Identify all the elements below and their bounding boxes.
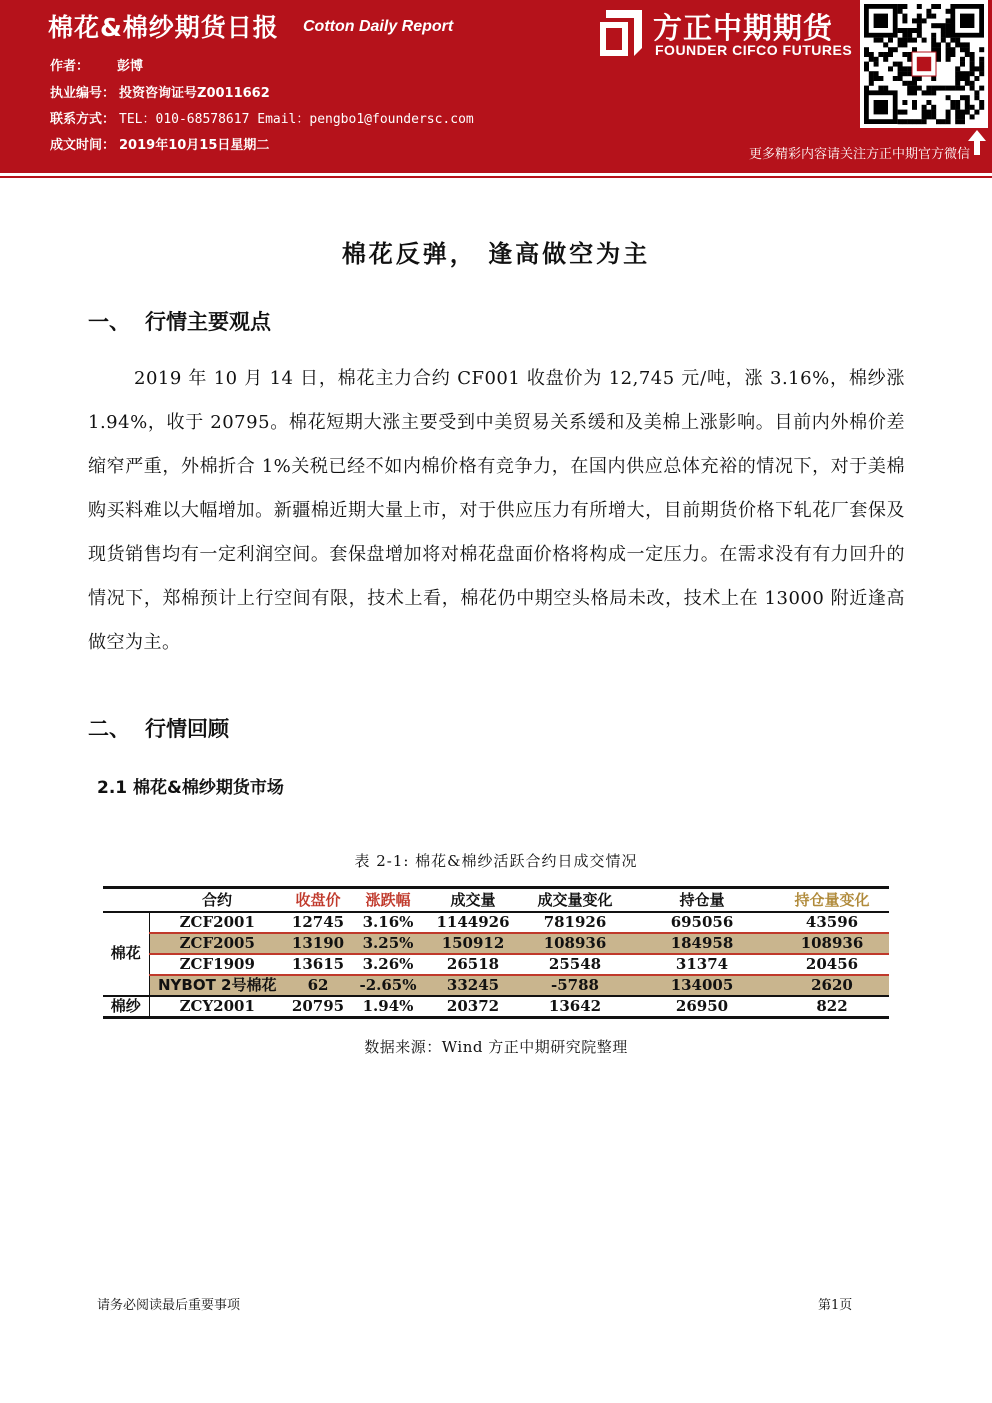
cell-volume: 20372 (425, 996, 521, 1018)
cell-volume-change: 25548 (521, 954, 629, 975)
section-title: 行情回顾 (145, 717, 229, 741)
cell-volume-change: -5788 (521, 975, 629, 996)
date-label: 成文时间： (50, 138, 116, 153)
cell-change-pct: 3.16% (362, 912, 414, 931)
logo-text-cn: 方正中期期货 (653, 11, 834, 45)
group-label-yarn: 棉纱 (103, 996, 149, 1018)
date-line (50, 134, 269, 153)
author-line (50, 55, 143, 74)
cell-close: 13190 (285, 933, 351, 954)
table-row (103, 996, 889, 1018)
qr-code-icon (860, 0, 988, 128)
cell-change-pct: 3.26% (351, 954, 425, 975)
author-label: 作者： (50, 59, 90, 74)
cell-change-pct: 1.94% (351, 996, 425, 1018)
table-header-row (103, 888, 889, 912)
follow-wechat-text: 更多精彩内容请关注方正中期官方微信 (748, 147, 970, 162)
cell-open-interest: 134005 (629, 975, 775, 996)
footer-disclaimer-link[interactable]: 请务必阅读最后重要事项 (97, 1298, 241, 1313)
cell-oi-change: 43596 (805, 912, 859, 931)
header-close: 收盘价 (285, 888, 351, 912)
cell-contract: ZCF1909 (149, 954, 285, 975)
section-heading-1 (88, 306, 271, 336)
header-oi-change: 持仓量变化 (775, 888, 889, 912)
cell-open-interest: 695056 (670, 912, 734, 931)
article-title: 棉花反弹， 逢高做空为主 (341, 240, 651, 268)
header-open-interest: 持仓量 (629, 888, 775, 912)
cell-volume-change: 781926 (543, 912, 607, 931)
cell-volume-change: 13642 (521, 996, 629, 1018)
table-row (103, 975, 889, 996)
cell-contract: NYBOT 2号棉花 (149, 975, 285, 996)
cell-oi-change: 822 (775, 996, 889, 1018)
arrow-up-icon (967, 128, 987, 156)
futures-trading-table (103, 886, 889, 1019)
header-blank (103, 888, 149, 912)
cell-open-interest: 184958 (629, 933, 775, 954)
header-rule (0, 170, 992, 173)
cell-volume: 33245 (425, 975, 521, 996)
report-header (0, 0, 992, 170)
license-number: 投资咨询证号Z0011662 (119, 86, 270, 101)
author-name: 彭博 (117, 59, 144, 74)
table-row (103, 954, 889, 975)
contact-line (50, 108, 474, 127)
license-label: 执业编号： (50, 86, 116, 101)
cell-close: 62 (285, 975, 351, 996)
section-title: 行情主要观点 (145, 310, 271, 334)
cell-oi-change: 20456 (775, 954, 889, 975)
data-source-note: 数据来源：Wind 方正中期研究院整理 (364, 1038, 628, 1056)
table-caption: 表 2-1: 棉花&棉纱活跃合约日成交情况 (354, 852, 638, 870)
cell-oi-change: 2620 (775, 975, 889, 996)
header-rule-thin (0, 176, 992, 178)
header-change-pct: 涨跌幅 (351, 888, 425, 912)
cell-open-interest: 31374 (629, 954, 775, 975)
table-row (103, 912, 889, 933)
logo-text-en: FOUNDER CIFCO FUTURES (655, 42, 853, 58)
cell-contract: ZCY2001 (149, 996, 285, 1018)
cell-contract: ZCF2005 (149, 933, 285, 954)
market-view-paragraph: 2019 年 10 月 14 日，棉花主力合约 CF001 收盘价为 12,745 元/吨，涨 3.16%，棉纱涨 1.94%，收于 20795。棉花短期大涨主要受到中美贸易关系缓和及美棉上涨影响。目前内外棉价差缩窄严重，外棉折合 1%关税已经不如内棉价格有竞争力，在国内供应总体充裕的情况下，对于美棉购买料难以大幅增加。新疆棉近期大量上市，对于供应压力有所增大，目前期货价格下轧花厂套保及现货销售均有一定利润空间。套保盘增加将对棉花盘面价格将构成一定压力。在需求没有有力回升的情况下，郑棉预计上行空间有限，技术上看，棉花仍中期空头格局未改，技术上在 13000 附近逢高做空为主。 (88, 368, 905, 653)
wechat-qr-code[interactable] (860, 0, 988, 128)
cell-change-pct: 3.25% (351, 933, 425, 954)
cell-contract: ZCF2001 (179, 912, 255, 931)
contact-label: 联系方式： (50, 112, 116, 127)
cell-volume: 26518 (425, 954, 521, 975)
section-number: 一、 (88, 310, 130, 334)
section-heading-2 (88, 713, 229, 743)
report-subtitle: Cotton Daily Report (303, 18, 454, 35)
cell-close: 20795 (285, 996, 351, 1018)
header-contract: 合约 (149, 888, 285, 912)
page-number: 第1页 (818, 1298, 853, 1313)
report-title: 棉花&棉纱期货日报 (48, 13, 279, 42)
cell-close: 13615 (285, 954, 351, 975)
cell-volume-change: 108936 (521, 933, 629, 954)
cell-open-interest: 26950 (629, 996, 775, 1018)
logo-mark-icon (598, 8, 644, 58)
contact-info: TEL：010-68578617 Email：pengbo1@foundersc.com (119, 112, 474, 127)
group-label-cotton: 棉花 (103, 912, 149, 996)
cell-volume: 150912 (425, 933, 521, 954)
report-date: 2019年10月15日星期二 (119, 138, 270, 153)
cell-change-pct: -2.65% (351, 975, 425, 996)
cell-close: 12745 (291, 912, 345, 931)
table-row (103, 933, 889, 954)
section-number: 二、 (88, 717, 130, 741)
license-line (50, 82, 270, 101)
cell-oi-change: 108936 (775, 933, 889, 954)
subsection-heading: 2.1 棉花&棉纱期货市场 (97, 778, 284, 798)
cell-volume: 1144926 (436, 912, 510, 931)
header-volume-change: 成交量变化 (521, 888, 629, 912)
header-volume: 成交量 (425, 888, 521, 912)
company-logo (598, 6, 858, 62)
